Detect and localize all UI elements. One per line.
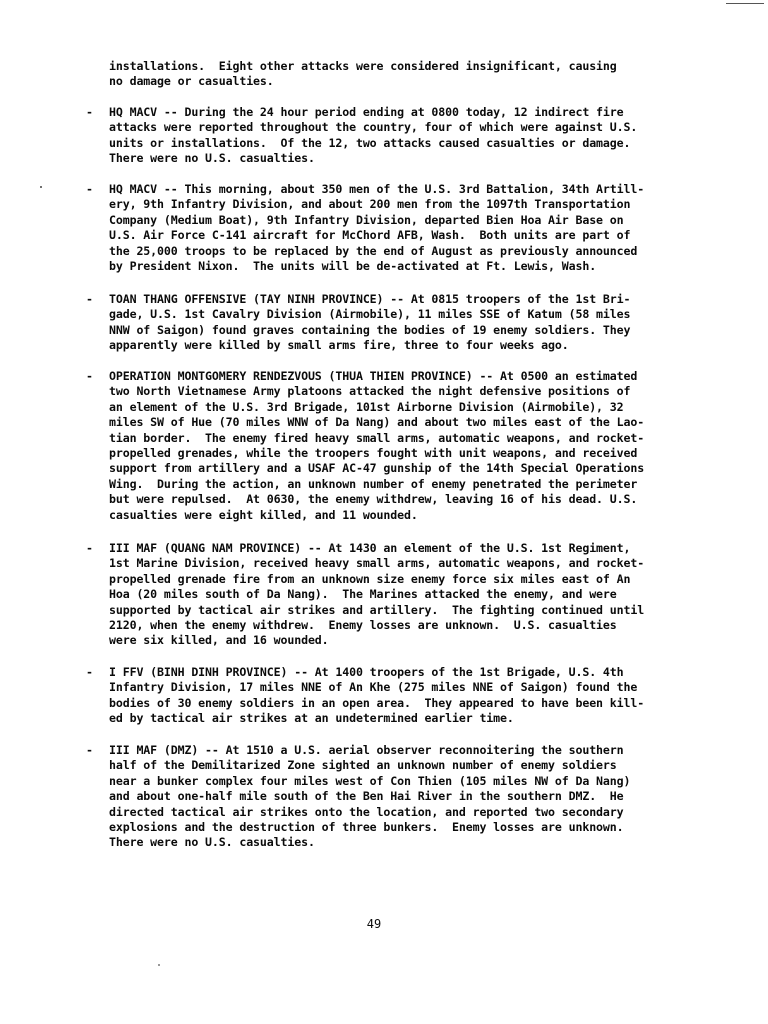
paragraph-intro-continuation: installations. Eight other attacks were considered insignificant, causing no damage or casualties. [109,59,617,89]
paragraph-hq-macv-indirect-fire: HQ MACV -- During the 24 hour period ending at 0800 today, 12 indirect fire attacks were reported throughout the country, four of which were against U.S. units or installations. Of the 12, two attacks caused casualties or damage. There were no U.S. casualties. [109,105,638,166]
bullet-marker: - [86,743,93,757]
scan-speck [40,186,42,188]
bullet-marker: - [86,105,93,119]
page-number: 49 [366,917,382,931]
paragraph-iii-maf-quang-nam: III MAF (QUANG NAM PROVINCE) -- At 1430 an element of the U.S. 1st Regiment, 1st Marine Division, received heavy small arms, automatic weapons, and rocket- propelled grenade fire from an unknown size enemy force six miles east of An Hoa (20 miles south of Da Nang). The Marines attacked the enemy, and were supported by tactical air strikes and artillery. The fighting continued until 2120, when the enemy withdrew. Enemy losses are unknown. U.S. casualties were six killed, and 16 wounded. [109,541,645,648]
bullet-marker: - [86,665,93,679]
paragraph-hq-macv-redeployment: HQ MACV -- This morning, about 350 men of the U.S. 3rd Battalion, 34th Artill- ery, 9th Infantry Division, and about 200 men from the 1097th Transportation Company (Medium Boat), 9th Infantry Division, departed Bien Hoa Air Base on U.S. Air Force C-141 aircraft for McChord AFB, Wash. Both units are part of the 25,000 troops to be replaced by the end of August as previously announced by President Nixon. The units will be de-activated at Ft. Lewis, Wash. [109,182,645,274]
corner-scan-mark [726,3,764,4]
scan-speck [158,964,160,966]
bullet-marker: - [86,182,93,196]
bullet-marker: - [86,292,93,306]
paragraph-i-ffv-binh-dinh: I FFV (BINH DINH PROVINCE) -- At 1400 troopers of the 1st Brigade, U.S. 4th Infantry Division, 17 miles NNE of An Khe (275 miles NNE of Saigon) found the bodies of 30 enemy soldiers in an open area. They appeared to have been kill- ed by tactical air strikes at an undetermined earlier time. [109,665,645,726]
paragraph-iii-maf-dmz: III MAF (DMZ) -- At 1510 a U.S. aerial observer reconnoitering the southern half of the Demilitarized Zone sighted an unknown number of enemy soldiers near a bunker complex four miles west of Con Thien (105 miles NW of Da Nang) and about one-half mile south of the Ben Hai River in the southern DMZ. He directed tactical air strikes onto the location, and reported two secondary explosions and the destruction of three bunkers. Enemy losses are unknown. There were no U.S. casualties. [109,743,631,850]
bullet-marker: - [86,541,93,555]
paragraph-operation-montgomery-rendezvous: OPERATION MONTGOMERY RENDEZVOUS (THUA THIEN PROVINCE) -- At 0500 an estimated two North Vietnamese Army platoons attacked the night defensive positions of an element of the U.S. 3rd Brigade, 101st Airborne Division (Airmobile), 32 miles SW of Hue (70 miles WNW of Da Nang) and about two miles east of the Lao- tian border. The enemy fired heavy small arms, automatic weapons, and rocket- propelled grenades, while the troopers fought with unit weapons, and received support from artillery and a USAF AC-47 gunship of the 14th Special Operations Wing. During the action, an unknown number of enemy penetrated the perimeter but were repulsed. At 0630, the enemy withdrew, leaving 16 of his dead. U.S. casualties were eight killed, and 11 wounded. [109,369,645,522]
paragraph-toan-thang-offensive: TOAN THANG OFFENSIVE (TAY NINH PROVINCE) -- At 0815 troopers of the 1st Bri- gade, U.S. 1st Cavalry Division (Airmobile), 11 miles SSE of Katum (58 miles NNW of Saigon) found graves containing the bodies of 19 enemy soldiers. They apparently were killed by small arms fire, three to four weeks ago. [109,292,631,353]
bullet-marker: - [86,369,93,383]
